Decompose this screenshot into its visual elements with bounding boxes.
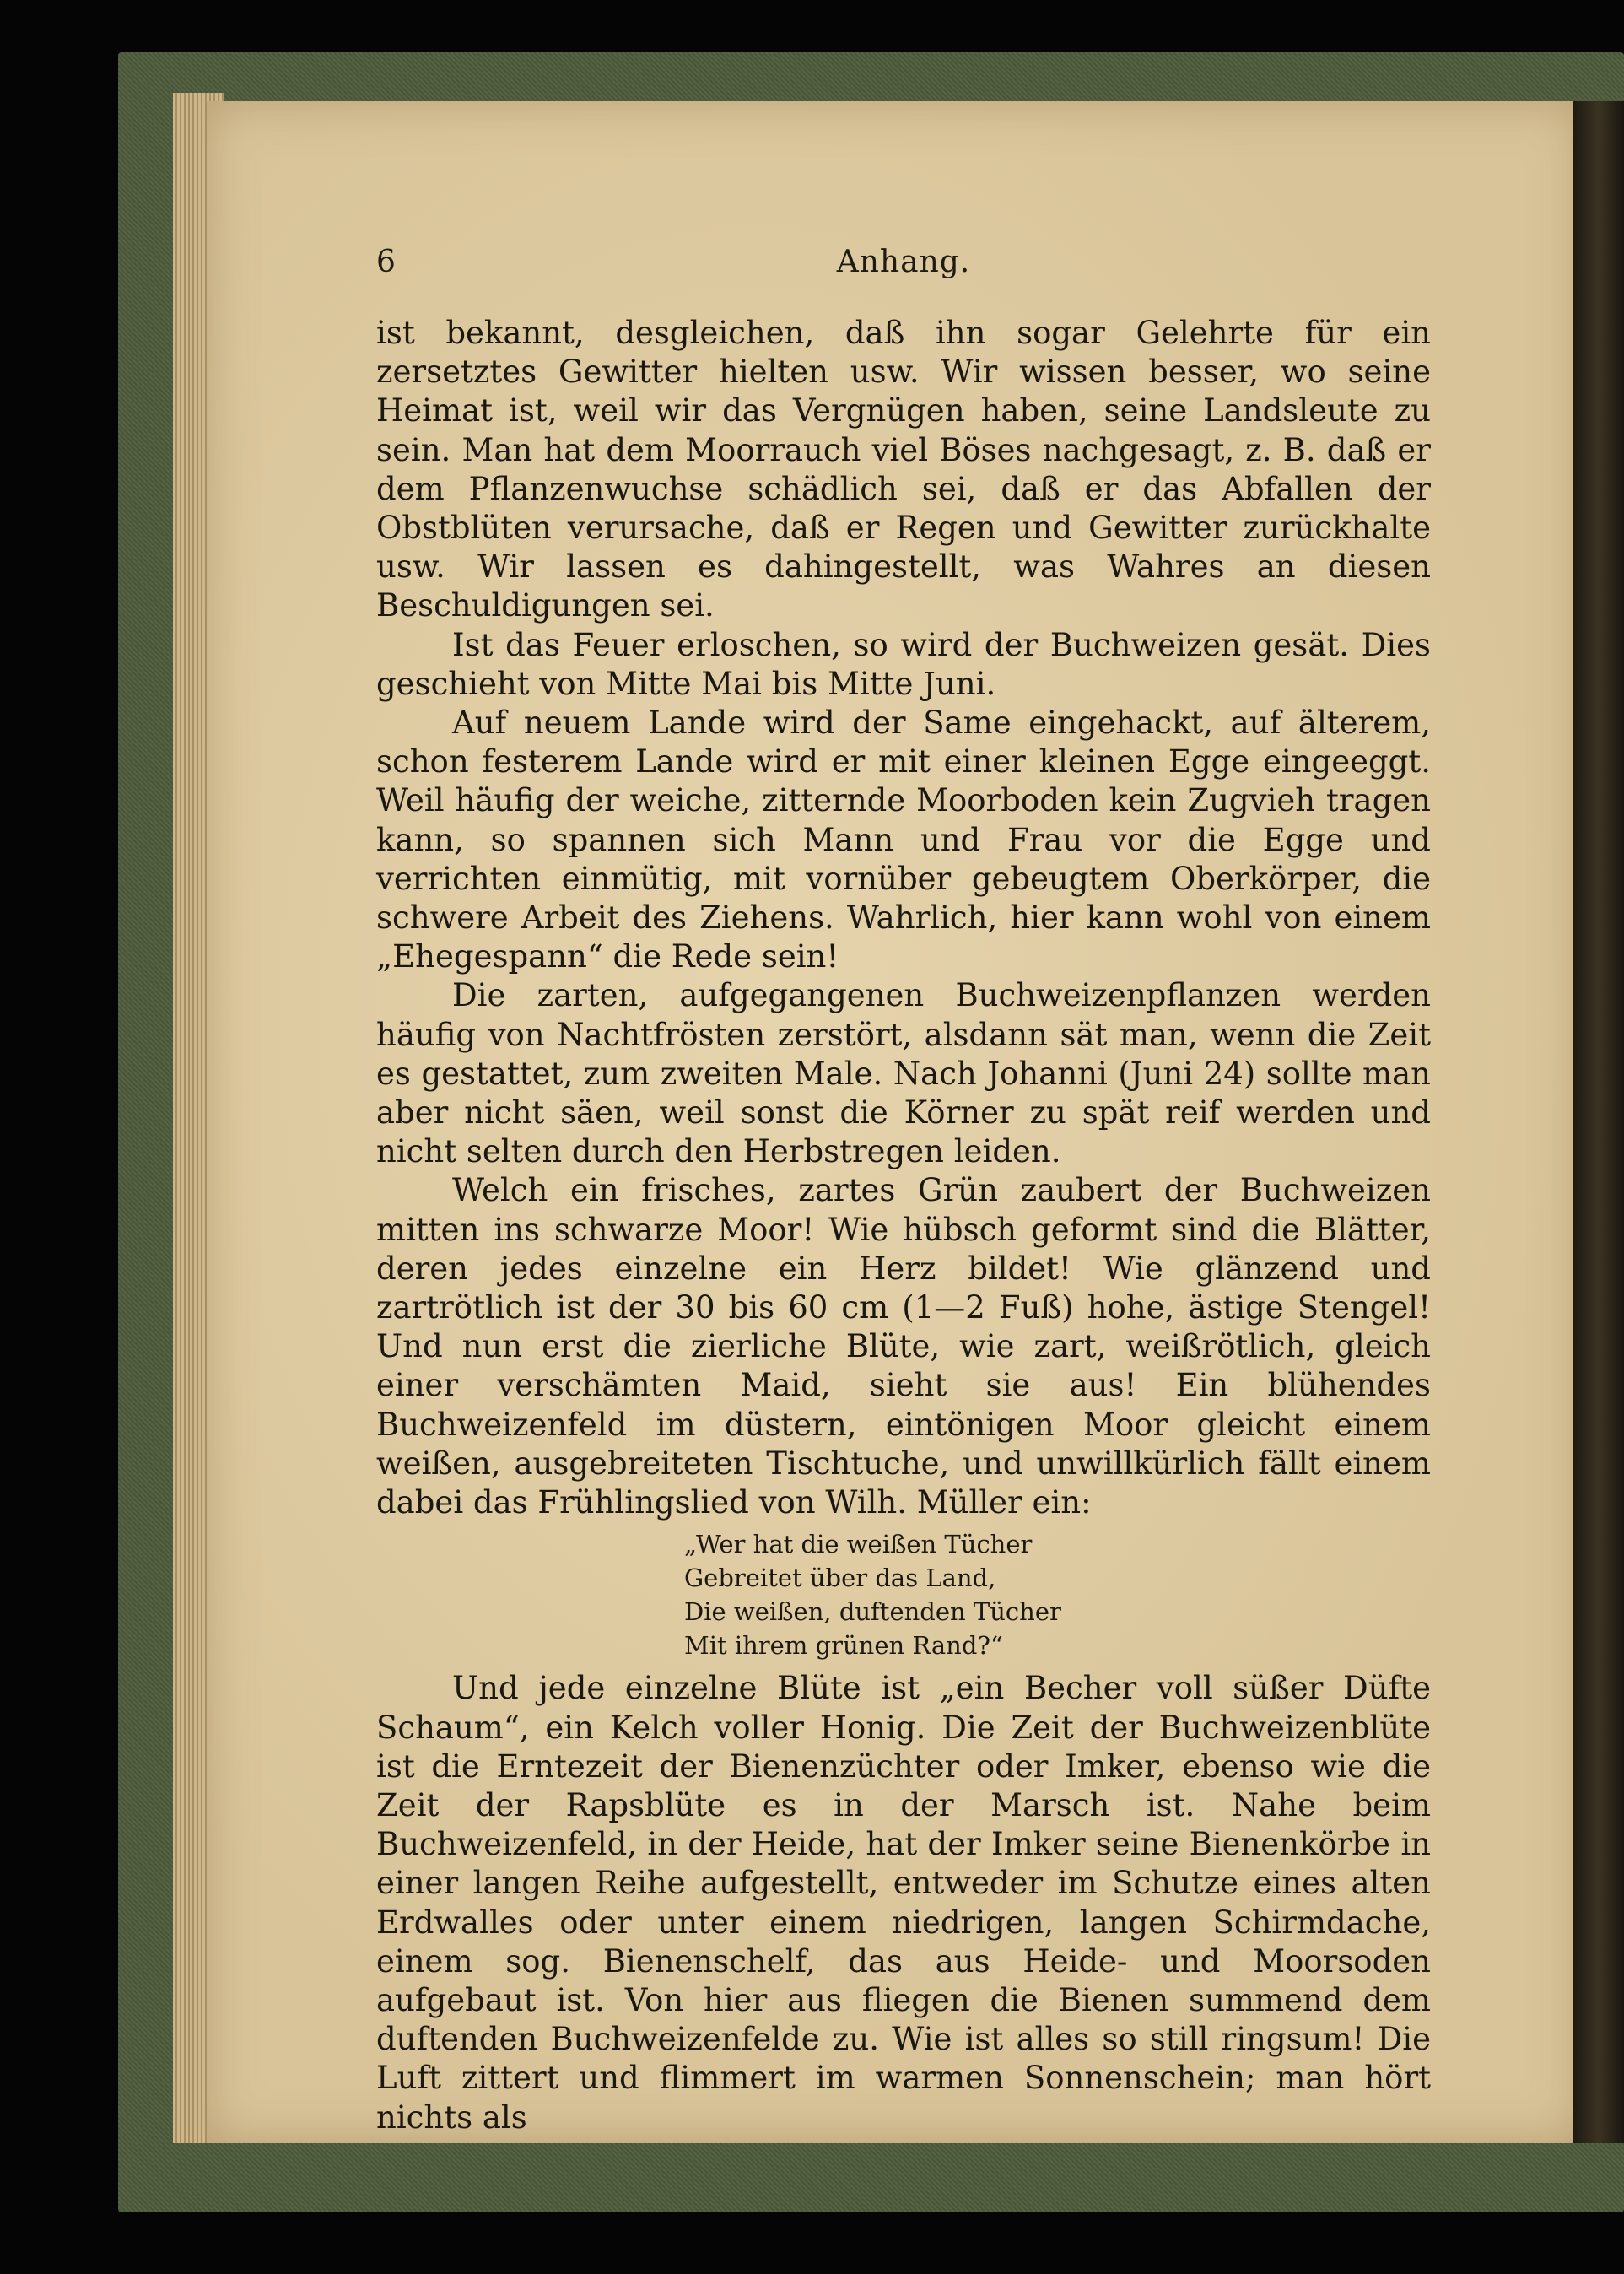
paragraph: ist bekannt, desgleichen, daß ihn sogar Gelehrte für ein zersetztes Gewitter hielten usw. Wir wissen besser, wo seine Heimat ist, weil wir das Vergnügen haben, seine Landsleute zu sein. Man hat dem Moorrauch viel Böses nachgesagt, z. B. daß er dem Pflanzenwuchse schädlich sei, daß er das Abfallen der Obstblüten verursache, daß er Regen und Gewitter zurückhalte usw. Wir lassen es dahingestellt, was Wahres an diesen Beschuldigungen sei. — [376, 315, 1431, 624]
poem-line: „Wer hat die weißen Tücher — [684, 1530, 1033, 1559]
paragraph: Ist das Feuer erloschen, so wird der Buchweizen gesät. Dies geschieht von Mitte Mai bis Mitte Juni. — [376, 626, 1431, 702]
running-head: Anhang. — [836, 245, 971, 279]
paragraph: Und jede einzelne Blüte ist „ein Becher voll süßer Düfte Schaum“, ein Kelch voller Honig. Die Zeit der Buchweizenblüte ist die Erntezeit der Bienenzüchter oder Imker, ebenso wie die Zeit der Rapsblüte es in der Marsch ist. Nahe beim Buchweizenfeld, in der Heide, hat der Imker seine Bienenkörbe in einer langen Reihe aufgestellt, entweder im Schutze eines alten Erdwalles oder unter einem niedrigen, langen Schirmdache, einem sog. Bienenschelf, das aus Heide- und Moorsoden aufgebaut ist. Von hier aus fliegen die Bienen summend dem duftenden Buchweizenfelde zu. Wie ist alles so still ringsum! Die Luft zittert und flimmert im warmen Sonnenschein; man hört nichts als — [376, 1670, 1431, 2136]
poem-line: Mit ihrem grünen Rand?“ — [684, 1631, 1003, 1661]
paragraph: Welch ein frisches, zartes Grün zaubert der Buchweizen mitten ins schwarze Moor! Wie hübsch geformt sind die Blätter, deren jedes einzelne ein Herz bildet! Wie glänzend und zartrötlich ist der 30 bis 60 cm (1—2 Fuß) hohe, ästige Stengel! Und nun erst die zierliche Blüte, wie zart, weißrötlich, gleich einer verschämten Maid, sieht sie aus! Ein blühendes Buchweizenfeld im düstern, eintönigen Moor gleicht einem weißen, ausgebreiteten Tischtuche, und unwillkürlich fällt einem dabei das Frühlingslied von Wilh. Müller ein: — [376, 1172, 1431, 1521]
page-header — [376, 245, 1431, 287]
poem-line: Die weißen, duftenden Tücher — [684, 1597, 1061, 1627]
poem-line: Gebreitet über das Land, — [684, 1564, 996, 1593]
poem-quote — [684, 1527, 1431, 1662]
body-text — [376, 314, 1431, 2137]
paragraph: Auf neuem Lande wird der Same eingehackt, auf älterem, schon festerem Lande wird er mit einer kleinen Egge eingeeggt. Weil häufig der weiche, zitternde Moorboden kein Zugvieh tragen kann, so spannen sich Mann und Frau vor die Egge und verrichten einmütig, mit vornüber gebeugtem Oberkörper, die schwere Arbeit des Ziehens. Wahrlich, hier kann wohl von einem „Ehegespann“ die Rede sein! — [376, 705, 1431, 975]
paragraph: Die zarten, aufgegangenen Buchweizenpflanzen werden häufig von Nachtfrösten zerstört, alsdann sät man, wenn die Zeit es gestattet, zum zweiten Male. Nach Johanni (Juni 24) sollte man aber nicht säen, weil sonst die Körner zu spät reif werden und nicht selten durch den Herbstregen leiden. — [376, 977, 1431, 1170]
page-number: 6 — [376, 245, 396, 279]
book-gutter — [1573, 101, 1624, 2143]
